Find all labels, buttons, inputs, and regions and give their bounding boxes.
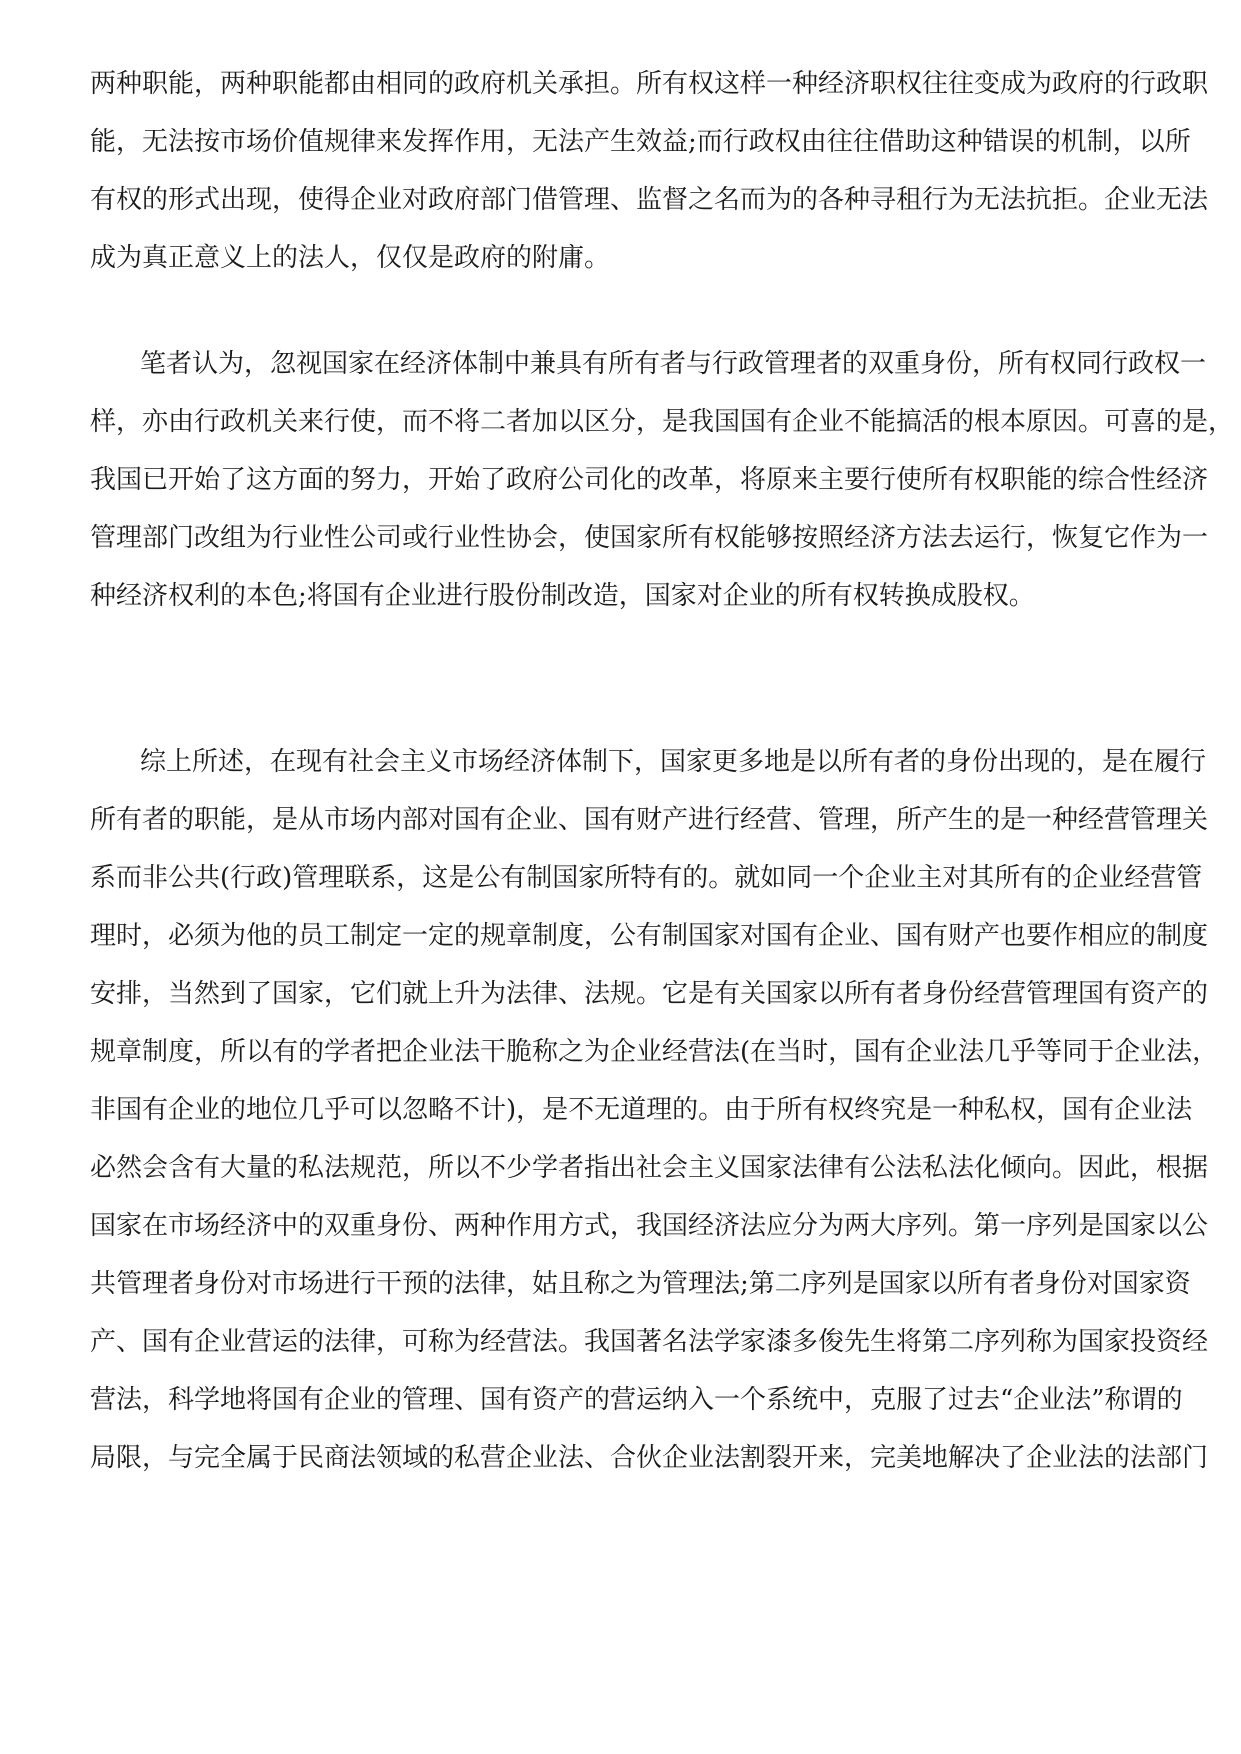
text-line: 非国有企业的地位几乎可以忽略不计)，是不无道理的。由于所有权终究是一种私权，国有企业法 [90,1095,1193,1125]
text-line: 成为真正意义上的法人，仅仅是政府的附庸。 [90,243,611,273]
text-line: 安排，当然到了国家，它们就上升为法律、法规。它是有关国家以所有者身份经营管理国有资产的 [90,979,1209,1009]
text-line: 种经济权利的本色;将国有企业进行股份制改造，国家对企业的所有权转换成股权。 [90,581,1035,611]
text-line: 营法，科学地将国有企业的管理、国有资产的营运纳入一个系统中，克服了过去“企业法”称谓的 [90,1385,1183,1415]
text-line: 我国已开始了这方面的努力，开始了政府公司化的改革，将原来主要行使所有权职能的综合性经济 [90,465,1209,495]
text-line: 综上所述，在现有社会主义市场经济体制下，国家更多地是以所有者的身份出现的，是在履行 [140,747,1207,777]
text-line: 有权的形式出现，使得企业对政府部门借管理、监督之名而为的各种寻租行为无法抗拒。企业无法 [90,185,1209,215]
text-line: 样，亦由行政机关来行使，而不将二者加以区分，是我国国有企业不能搞活的根本原因。可喜的是， [90,407,1235,437]
text-line: 国家在市场经济中的双重身份、两种作用方式，我国经济法应分为两大序列。第一序列是国家以公 [90,1211,1209,1241]
text-line: 局限，与完全属于民商法领域的私营企业法、合伙企业法割裂开来，完美地解决了企业法的法部门 [90,1443,1209,1473]
text-line: 系而非公共(行政)管理联系，这是公有制国家所特有的。就如同一个企业主对其所有的企业经营管 [90,863,1203,893]
text-line: 管理部门改组为行业性公司或行业性协会，使国家所有权能够按照经济方法去运行，恢复它作为一 [90,523,1209,553]
text-line: 理时，必须为他的员工制定一定的规章制度，公有制国家对国有企业、国有财产也要作相应的制度 [90,921,1209,951]
text-line: 笔者认为，忽视国家在经济体制中兼具有所有者与行政管理者的双重身份，所有权同行政权一 [140,349,1207,379]
text-line: 产、国有企业营运的法律，可称为经营法。我国著名法学家漆多俊先生将第二序列称为国家投资经 [90,1327,1209,1357]
text-line: 能，无法按市场价值规律来发挥作用，无法产生效益;而行政权由往往借助这种错误的机制，以所 [90,127,1191,157]
text-line: 所有者的职能，是从市场内部对国有企业、国有财产进行经营、管理，所产生的是一种经营管理关 [90,805,1209,835]
text-line: 共管理者身份对市场进行干预的法律，姑且称之为管理法;第二序列是国家以所有者身份对国家资 [90,1269,1191,1299]
text-line: 必然会含有大量的私法规范，所以不少学者指出社会主义国家法律有公法私法化倾向。因此，根据 [90,1153,1209,1183]
text-line: 两种职能，两种职能都由相同的政府机关承担。所有权这样一种经济职权往往变成为政府的行政职 [90,69,1209,99]
text-line: 规章制度，所以有的学者把企业法干脆称之为企业经营法(在当时，国有企业法几乎等同于企业法， [90,1037,1219,1067]
